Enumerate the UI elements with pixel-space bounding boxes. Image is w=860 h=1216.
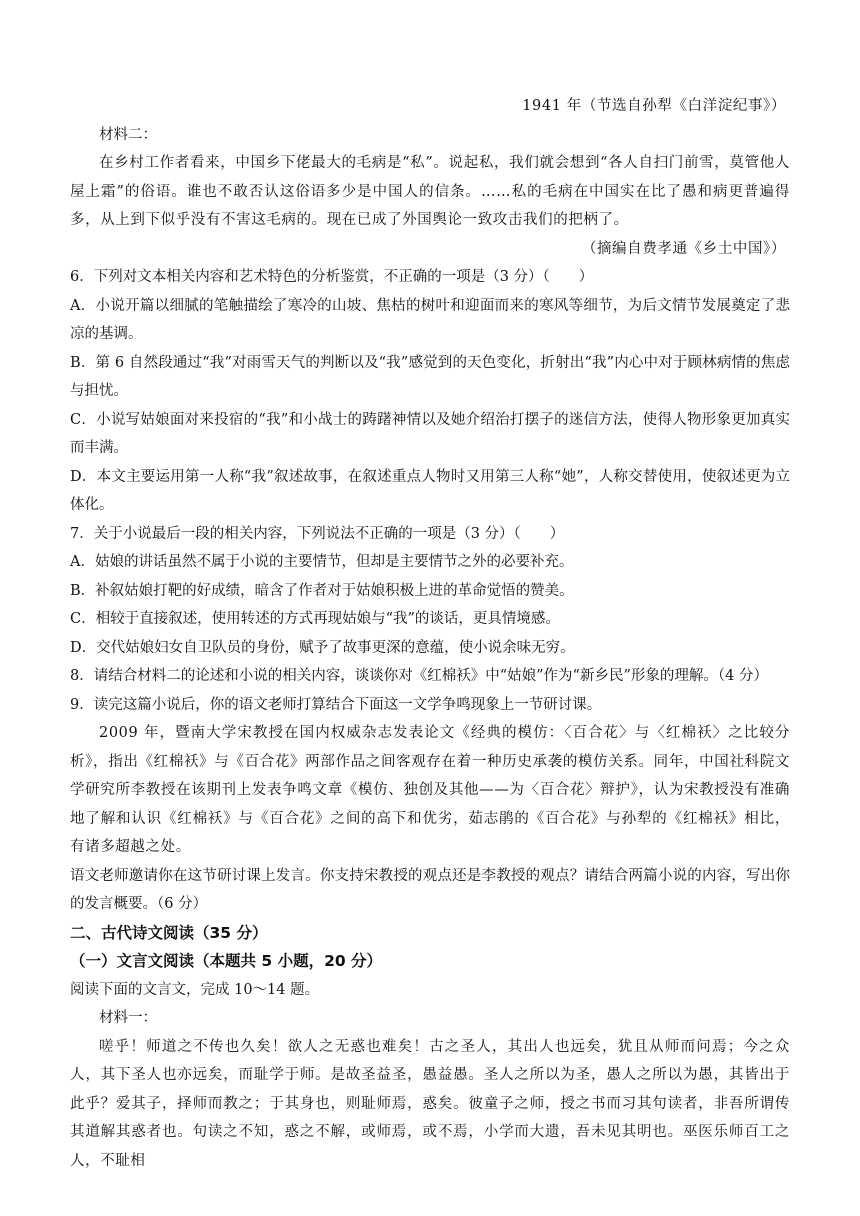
question-9-stem: 9．读完这篇小说后，你的语文老师打算结合下面这一文学争鸣现象上一节研讨课。 — [70, 696, 602, 713]
material2-label: 材料二： — [99, 126, 157, 143]
question-9-material: 2009 年，暨南大学宋教授在国内权威杂志发表论文《经典的模仿：〈百合花〉与〈红棉袄〉之比较分析》，指出《红棉袄》与《百合花》两部作品之间客观存在着一种历史承袭的模仿关系。同年，中国社科院文学研究所李教授在该期刊上发表争鸣文章《模仿、独创及其他——为〈百合花〉辩护》，认为宋教授没有准确地了解和认识《红棉袄》与《百合花》之间的高下和优劣，茹志鹃的《百合花》与孙犁的《红棉袄》相比，有诸多超越之处。 — [70, 725, 790, 855]
material1-source: 1941 年（节选自孙犁《白洋淀纪事》） — [522, 98, 786, 114]
document-page — [70, 92, 790, 1175]
question-6-option-d: D．本文主要运用第一人称“我”叙述故事，在叙述重点人物时又用第三人称“她”，人称交替使用，使叙述更为立体化。 — [70, 468, 790, 513]
classical-material1-body: 嗟乎！师道之不传也久矣！欲人之无惑也难矣！古之圣人，其出人也远矣，犹且从师而问焉；今之众人，其下圣人也亦远矣，而耻学于师。是故圣益圣，愚益愚。圣人之所以为圣，愚人之所以为愚，其皆出于此乎？爱其子，择师而教之；于其身也，则耻师焉，惑矣。彼童子之师，授之书而习其句读者，非吾所谓传其道解其惑者也。句读之不知，惑之不解，或师焉，或不焉，小学而大遗，吾未见其明也。巫医乐师百工之人，不耻相 — [70, 1038, 790, 1169]
question-6-option-c: C．小说写姑娘面对来投宿的“我”和小战士的踌躇神情以及她介绍治打摆子的迷信方法，使得人物形象更加真实而丰满。 — [70, 411, 790, 456]
question-9-task: 语文老师邀请你在这节研讨课上发言。你支持宋教授的观点还是李教授的观点？请结合两篇小说的内容，写出你的发言概要。（6 分） — [70, 867, 790, 912]
question-6-stem: 6．下列对文本相关内容和艺术特色的分析鉴赏，不正确的一项是（3 分）（ ） — [70, 269, 594, 285]
question-7-option-c: C．相较于直接叙述，使用转述的方式再现姑娘与“我”的谈话，更具情境感。 — [70, 611, 560, 627]
section-2-instruction: 阅读下面的文言文，完成 10～14 题。 — [70, 981, 320, 998]
section-2-subsection-1-title: （一）文言文阅读（本题共 5 小题，20 分） — [70, 952, 383, 970]
material2-body: 在乡村工作者看来，中国乡下佬最大的毛病是“私”。说起私，我们就会想到“各人自扫门前雪，莫管他人屋上霜”的俗语。谁也不敢否认这俗语多少是中国人的信条。……私的毛病在中国实在比了愚和病更普遍得多，从上到下似乎没有不害这毛病的。现在已成了外国舆论一致攻击我们的把柄了。 — [70, 155, 790, 228]
question-7-option-d: D．交代姑娘妇女自卫队员的身份，赋予了故事更深的意蕴，使小说余味无穷。 — [70, 639, 575, 656]
classical-material1-label: 材料一： — [99, 1010, 157, 1026]
question-7-stem: 7．关于小说最后一段的相关内容，下列说法不正确的一项是（3 分）（ ） — [70, 525, 565, 542]
question-7-option-a: A．姑娘的讲话虽然不属于小说的主要情节，但却是主要情节之外的必要补充。 — [70, 554, 574, 570]
question-8: 8．请结合材料二的论述和小说的相关内容，谈谈你对《红棉袄》中“姑娘”作为“新乡民”形象的理解。（4 分） — [70, 668, 768, 684]
section-2-title: 二、古代诗文阅读（35 分） — [70, 923, 268, 942]
question-6-option-a: A．小说开篇以细腻的笔触描绘了寒冷的山坡、焦枯的树叶和迎面而来的寒风等细节，为后文情节发展奠定了悲凉的基调。 — [70, 297, 790, 342]
material2-source: （摘编自费孝通《乡土中国》） — [581, 240, 786, 257]
question-6-option-b: B．第 6 自然段通过“我”对雨雪天气的判断以及“我”感觉到的天色变化，折射出“我”内心中对于顾林病情的焦虑与担忧。 — [70, 354, 790, 399]
question-7-option-b: B．补叙姑娘打靶的好成绩，暗含了作者对于姑娘积极上进的革命觉悟的赞美。 — [70, 582, 574, 599]
